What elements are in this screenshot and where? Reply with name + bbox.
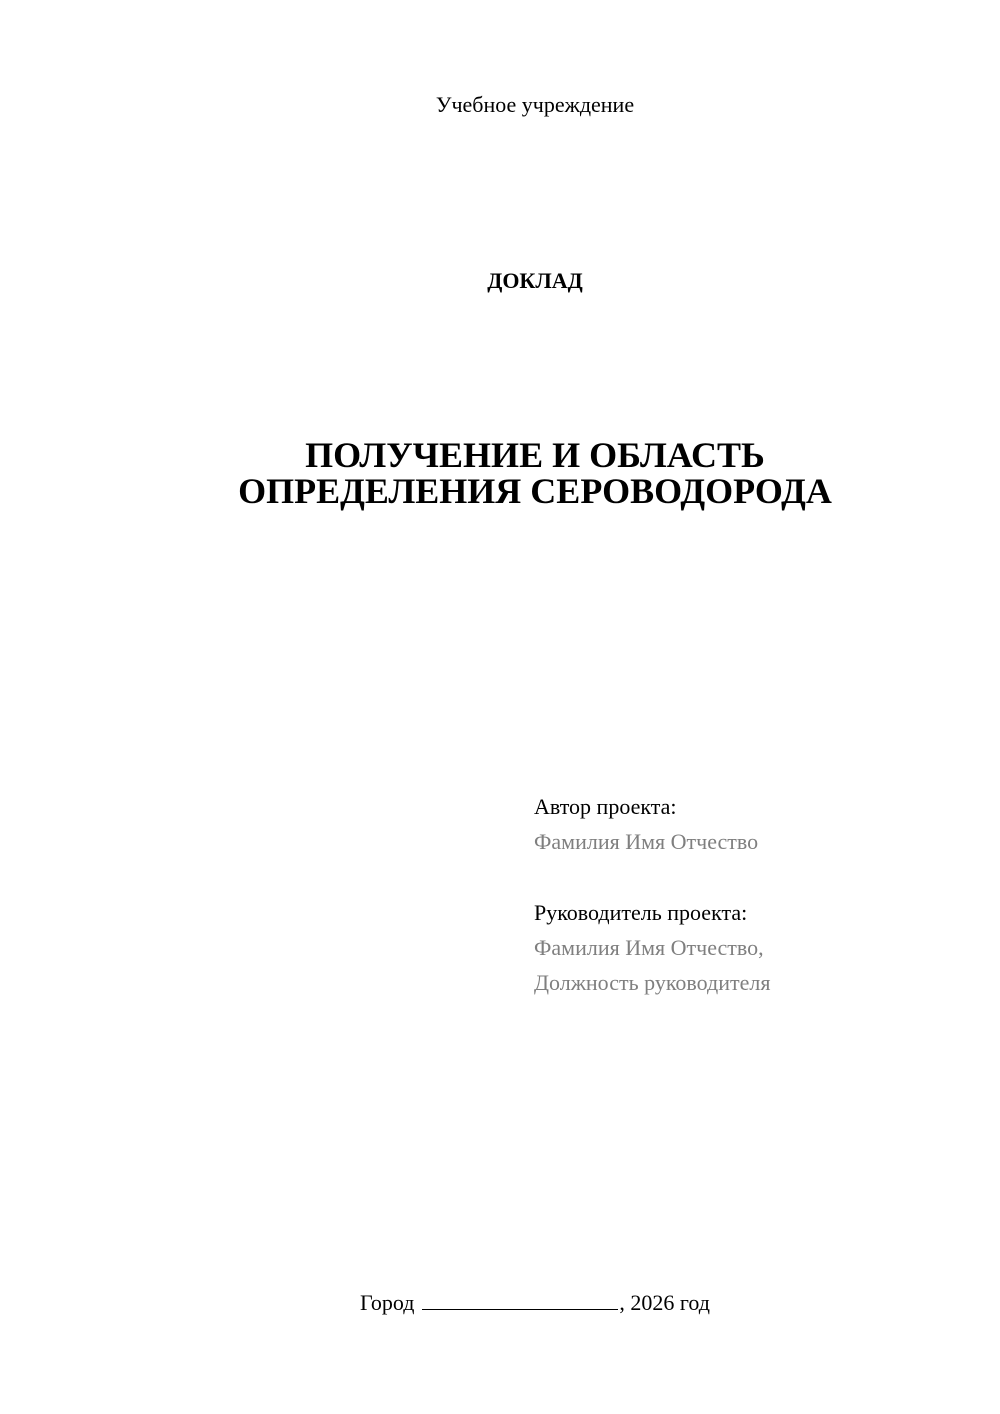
title-line-2: ОПРЕДЕЛЕНИЯ СЕРОВОДОРОДА bbox=[238, 471, 832, 511]
author-label: Автор проекта: bbox=[534, 794, 677, 819]
city-label: Город bbox=[360, 1290, 415, 1315]
footer-city-year bbox=[0, 1290, 1000, 1316]
credits-block bbox=[534, 789, 770, 1000]
supervisor-name: Фамилия Имя Отчество, bbox=[534, 935, 764, 960]
document-type: ДОКЛАД bbox=[487, 268, 583, 293]
city-blank-line bbox=[422, 1291, 618, 1310]
credits-spacer bbox=[534, 859, 770, 895]
title-line-1: ПОЛУЧЕНИЕ И ОБЛАСТЬ bbox=[305, 435, 765, 475]
document-title bbox=[0, 437, 1000, 509]
institution-name: Учебное учреждение bbox=[435, 92, 635, 117]
author-name: Фамилия Имя Отчество bbox=[534, 829, 759, 854]
year-text: , 2026 год bbox=[619, 1290, 710, 1315]
supervisor-label: Руководитель проекта: bbox=[534, 900, 748, 925]
supervisor-position: Должность руководителя bbox=[534, 970, 771, 995]
